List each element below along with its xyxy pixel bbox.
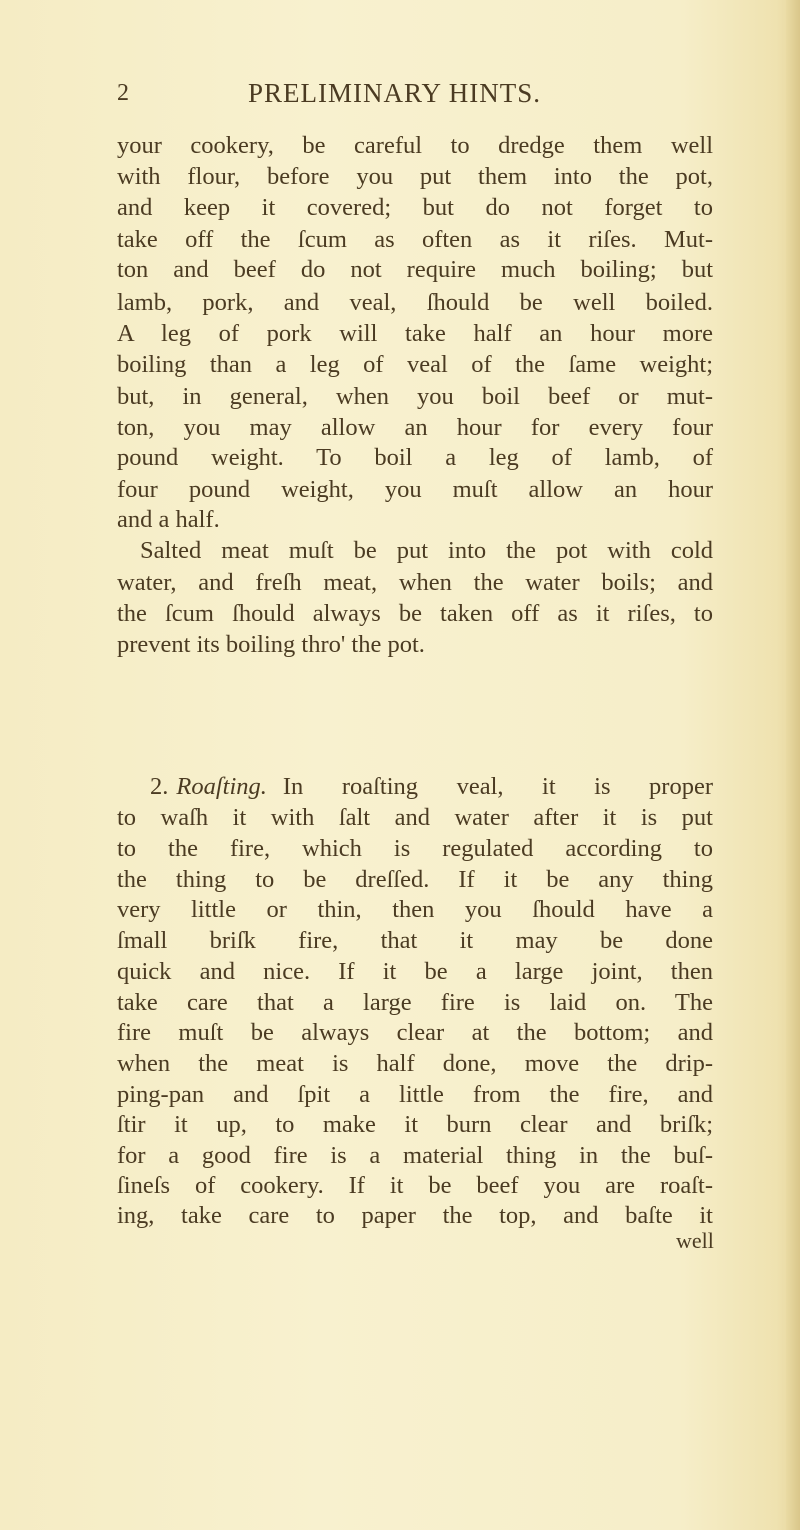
- section-heading: Roaſting.: [176, 773, 267, 800]
- text-line: to the fire, which is regulated according to: [117, 835, 713, 862]
- text-line: In roaſting veal, it is proper: [282, 773, 713, 800]
- text-line: ton and beef do not require much boiling; but: [117, 256, 713, 283]
- text-line: take care that a large fire is laid on. The: [117, 989, 713, 1016]
- text-line: boiling than a leg of veal of the ſame weight;: [117, 351, 713, 378]
- text-line: ing, take care to paper the top, and baſte it: [117, 1202, 713, 1229]
- page-edge: [786, 0, 800, 1530]
- text-line: ſtir it up, to make it burn clear and briſk;: [117, 1111, 713, 1138]
- text-line: and keep it covered; but do not forget to: [117, 194, 713, 221]
- text-line: the thing to be dreſſed. If it be any thing: [117, 866, 713, 893]
- text-line: quick and nice. If it be a large joint, then: [117, 958, 713, 985]
- text-line: when the meat is half done, move the drip-: [117, 1050, 713, 1077]
- text-line: to waſh it with ſalt and water after it is put: [117, 804, 713, 831]
- section-heading-line: [150, 772, 713, 802]
- text-line: take off the ſcum as often as it riſes. Mut-: [117, 226, 713, 253]
- text-line: the ſcum ſhould always be taken off as it riſes, to: [117, 600, 713, 627]
- text-line: for a good fire is a material thing in the buſ-: [117, 1142, 713, 1169]
- text-line: ſmall briſk fire, that it may be done: [117, 927, 713, 954]
- running-title: PRELIMINARY HINTS.: [248, 78, 542, 108]
- text-line: A leg of pork will take half an hour more: [117, 320, 713, 347]
- text-line: lamb, pork, and veal, ſhould be well boiled.: [117, 289, 713, 316]
- text-line: water, and freſh meat, when the water boils; and: [117, 569, 713, 596]
- text-line: your cookery, be careful to dredge them well: [117, 132, 713, 159]
- text-line: and a half.: [117, 506, 220, 533]
- text-line: ton, you may allow an hour for every four: [117, 414, 713, 441]
- text-line: with flour, before you put them into the pot,: [117, 163, 713, 190]
- text-line: four pound weight, you muſt allow an hour: [117, 476, 713, 503]
- text-line: ping-pan and ſpit a little from the fire, and: [117, 1081, 713, 1108]
- text-line: prevent its boiling thro' the pot.: [117, 631, 425, 658]
- text-line: fire muſt be always clear at the bottom; and: [117, 1019, 713, 1046]
- text-line: very little or thin, then you ſhould have a: [117, 896, 713, 923]
- text-line: ſineſs of cookery. If it be beef you are roaſt-: [117, 1172, 713, 1199]
- text-line: Salted meat muſt be put into the pot with cold: [140, 537, 713, 564]
- text-line: but, in general, when you boil beef or mut-: [117, 383, 713, 410]
- text-line: pound weight. To boil a leg of lamb, of: [117, 444, 713, 471]
- section-number: 2.: [150, 773, 169, 800]
- page-number: 2: [117, 80, 129, 106]
- catchword: well: [676, 1228, 714, 1253]
